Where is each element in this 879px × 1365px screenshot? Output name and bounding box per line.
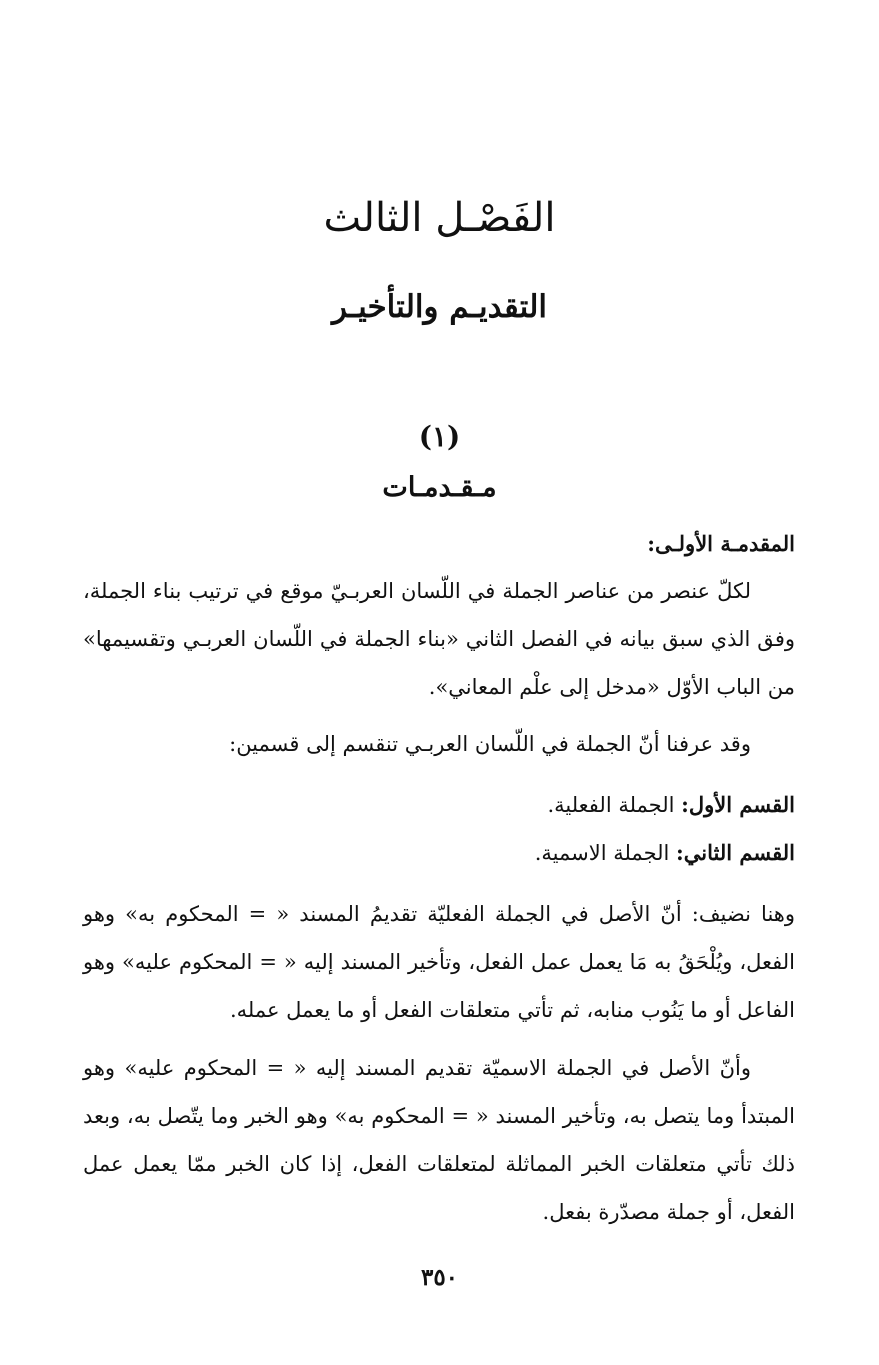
first-premise-heading: المقدمـة الأولـى: [647, 531, 795, 556]
list-item-text: الجملة الاسمية. [534, 841, 670, 865]
paragraph-2: وقد عرفنا أنّ الجملة في اللّسان العربـي تنقسم إلى قسمين: [229, 732, 751, 756]
list-item-label: القسم الأول: [681, 792, 795, 817]
list-item-text: الجملة الفعلية. [547, 793, 675, 817]
paragraph-3: وهنا نضيف: أنّ الأصل في الجملة الفعليّة تقديمُ المسند « = المحكوم به» وهو الفعل، ويُلْحَقُ به مَا يعمل عمل الفعل، وتأخير المسند إليه « = المحكوم عليه» وهو الفاعل أو ما يَنُوب منابه، ثم تأتي متعلقات الفعل أو ما يعمل عمله. [83, 902, 795, 1022]
paragraph-4: وأنّ الأصل في الجملة الاسميّة تقديم المسند إليه « = المحكوم عليه» وهو المبتدأ وما يتصل به، وتأخير المسند « = المحكوم به» وهو الخبر وما يتّصل به، وبعد ذلك تأتي متعلقات الخبر المماثلة لمتعلقات الفعل، إذا كان الخبر ممّا يعمل عمل الفعل، أو جملة مصدّرة بفعل. [83, 1056, 795, 1224]
list-item-first-section [83, 781, 795, 829]
section-title: مـقـدمـات [382, 472, 497, 503]
chapter-title: الفَصْـل الثالث [323, 195, 556, 241]
paragraph-1: لكلّ عنصر من عناصر الجملة في اللّسان العربـيّ موقع في ترتيب بناء الجملة، وفق الذي سبق بيانه في الفصل الثاني «بناء الجملة في اللّسان العربـي وتقسيمها» من الباب الأوّل «مدخل إلى علْم المعاني». [83, 579, 795, 699]
list-item-label: القسم الثاني: [676, 840, 795, 865]
chapter-subtitle: التقديـم والتأخيـر [331, 289, 548, 325]
page-number: ٣٥٠ [420, 1264, 459, 1291]
section-number: (١) [418, 420, 461, 453]
list-item-second-section [83, 829, 795, 877]
